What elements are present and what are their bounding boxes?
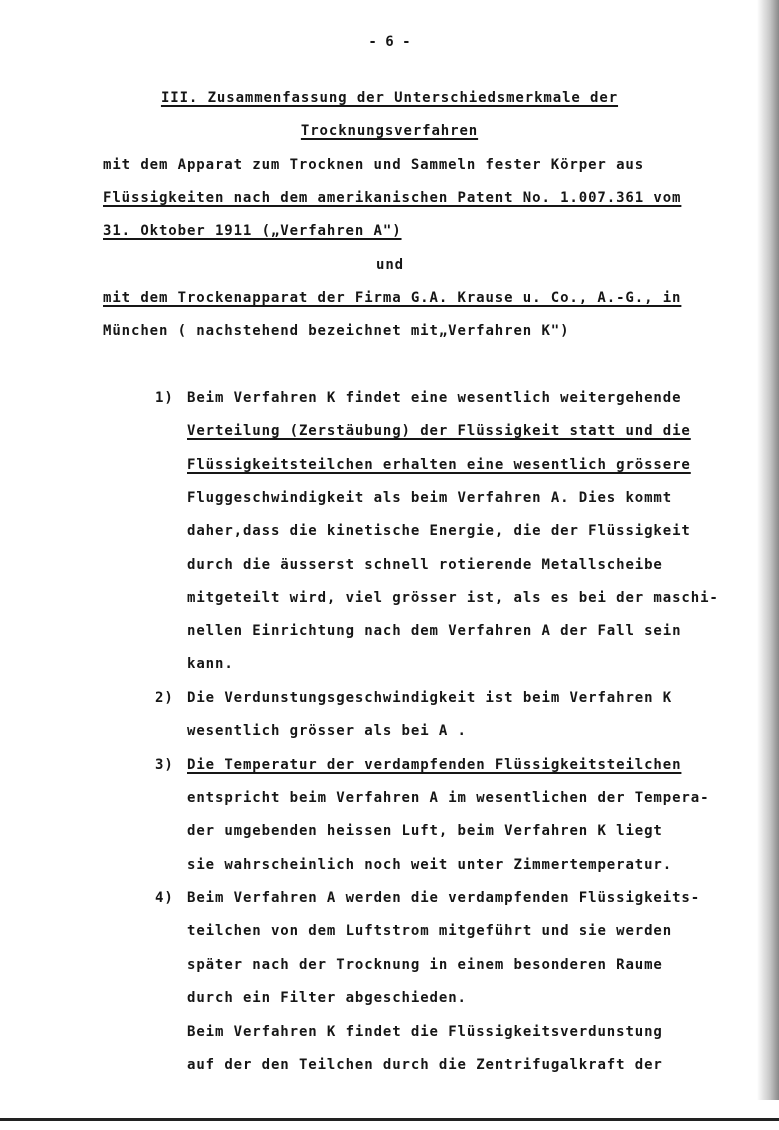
item-text: der umgebenden heissen Luft, beim Verfahren K liegt xyxy=(187,823,663,839)
item-number: 2) xyxy=(155,690,174,706)
page-number: - 6 - xyxy=(368,34,411,50)
intro-line: 31. Oktober 1911 („Verfahren A") xyxy=(103,223,402,239)
intro-line: mit dem Apparat zum Trocknen und Sammeln fester Körper aus xyxy=(103,157,645,173)
page-bottom-edge xyxy=(0,1118,779,1121)
item-text: später nach der Trocknung in einem besonderen Raume xyxy=(187,957,663,973)
intro-connector: und xyxy=(376,257,404,273)
item-text: nellen Einrichtung nach dem Verfahren A der Fall sein xyxy=(187,623,682,639)
intro-line: Flüssigkeiten nach dem amerikanischen Patent No. 1.007.361 vom xyxy=(103,190,682,206)
item-text: mitgeteilt wird, viel grösser ist, als es bei der maschi- xyxy=(187,590,719,606)
item-number: 3) xyxy=(155,757,174,773)
item-text: sie wahrscheinlich noch weit unter Zimmertemperatur. xyxy=(187,857,673,873)
item-text: auf der den Teilchen durch die Zentrifugalkraft der xyxy=(187,1057,663,1073)
item-text: teilchen von dem Luftstrom mitgeführt und sie werden xyxy=(187,923,673,939)
item-text: Fluggeschwindigkeit als beim Verfahren A. Dies kommt xyxy=(187,490,673,506)
list-item-3 xyxy=(155,756,681,774)
section-heading-line-1: III. Zusammenfassung der Unterschiedsmerkmale der xyxy=(160,90,619,106)
item-text: Beim Verfahren A werden die verdampfenden Flüssigkeits- xyxy=(187,890,701,906)
item-text: daher,dass die kinetische Energie, die der Flüssigkeit xyxy=(187,523,691,539)
scan-edge-shadow xyxy=(757,0,779,1100)
item-text: entspricht beim Verfahren A im wesentlichen der Tempera- xyxy=(187,790,710,806)
item-text: Beim Verfahren K findet eine wesentlich weitergehende xyxy=(187,390,682,406)
item-text: wesentlich grösser als bei A . xyxy=(187,723,467,739)
item-number: 4) xyxy=(155,890,174,906)
item-text: kann. xyxy=(187,656,234,672)
list-item-1 xyxy=(155,389,681,407)
section-heading-line-2: Trocknungsverfahren xyxy=(300,123,479,139)
item-text: Die Verdunstungsgeschwindigkeit ist beim Verfahren K xyxy=(187,690,673,706)
item-text: durch die äusserst schnell rotierende Metallscheibe xyxy=(187,557,663,573)
item-text: Beim Verfahren K findet die Flüssigkeitsverdunstung xyxy=(187,1024,663,1040)
item-text: Flüssigkeitsteilchen erhalten eine wesentlich grössere xyxy=(187,457,691,473)
intro-line: mit dem Trockenapparat der Firma G.A. Krause u. Co., A.-G., in xyxy=(103,290,682,306)
item-text: Die Temperatur der verdampfenden Flüssigkeitsteilchen xyxy=(187,757,682,773)
intro-line: München ( nachstehend bezeichnet mit„Verfahren K") xyxy=(103,323,570,339)
list-item-4 xyxy=(155,889,700,907)
item-number: 1) xyxy=(155,390,174,406)
list-item-2 xyxy=(155,689,672,707)
item-text: durch ein Filter abgeschieden. xyxy=(187,990,467,1006)
item-text: Verteilung (Zerstäubung) der Flüssigkeit statt und die xyxy=(187,423,691,439)
